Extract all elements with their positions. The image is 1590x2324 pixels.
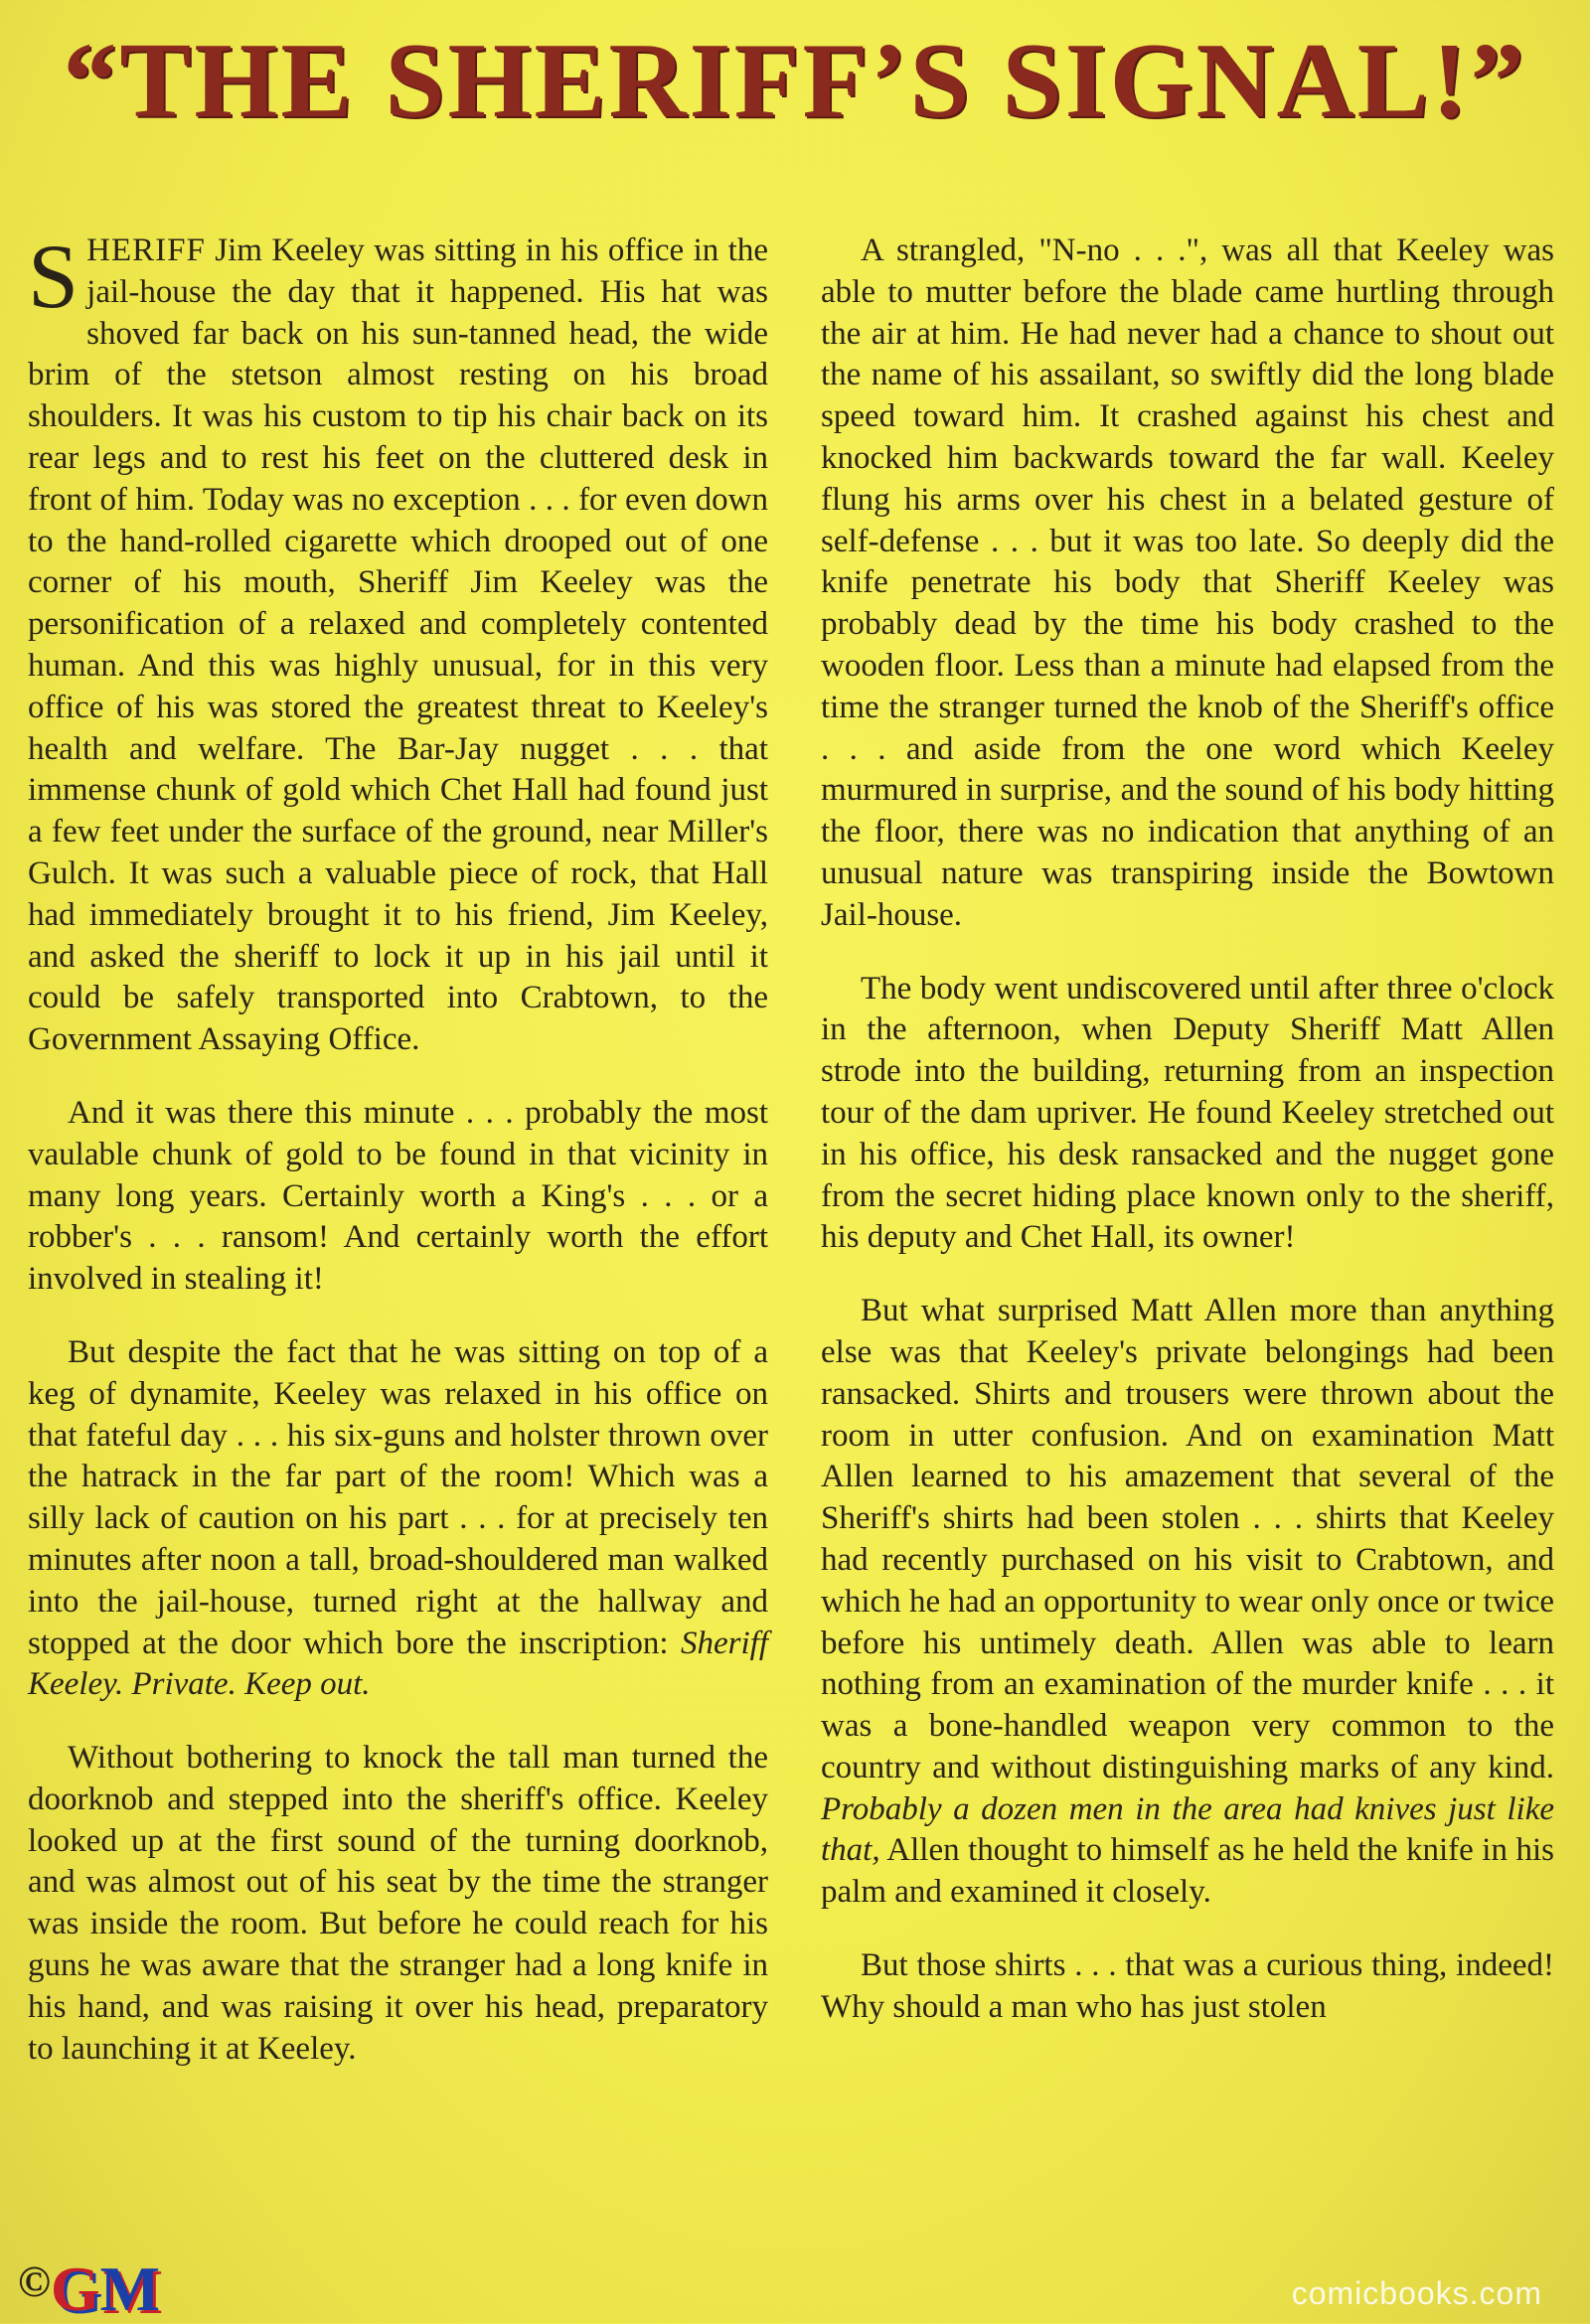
logo-letter-g: G — [50, 2253, 100, 2324]
paragraph-3-text: But despite the fact that he was sitting on top of a keg of dynamite, Keeley was relaxed in his office on that fateful day . . . his six-guns and holster thrown over the hatrack in the far part of the room! Which was a silly lack of caution on his part . . . for at precisely ten minutes after noon a tall, broad-shouldered man walked into the jail-house, turned right at the hallway and stopped at the door which bore the inscription: — [28, 1333, 768, 1661]
paragraph-5: A strangled, "N-no . . .", was all that Keeley was able to mutter before the blade came hurtling through the air at him. He had never had a chance to shout out the name of his assailant, so swiftly did the long blade speed toward him. It crashed against his chest and knocked him backwards toward the far wall. Keeley flung his arms over his chest in a belated gesture of self-defense . . . but it was too late. So deeply did the knife penetrate his body that Sheriff Keeley was probably dead by the time his body crashed to the wooden floor. Less than a minute had elapsed from the time the stranger turned the knob of the Sheriff's office . . . and aside from the one word which Keeley murmured in surprise, and the sound of his body hitting the floor, there was no indication that anything of an unusual nature was transpiring inside the Bowtown Jail-house. — [821, 232, 1554, 933]
allen-thought: Probably a dozen men in the area had knives just like that, — [821, 1790, 1554, 1869]
copyright-symbol: © — [18, 2257, 51, 2306]
paragraph-2: And it was there this minute . . . probably the most vaulable chunk of gold to be found in that vicinity in many long years. Certainly worth a King's . . . or a robber's . . . ransom! And certainly worth the effort involved in stealing it! — [28, 1094, 768, 1298]
story-title: “THE SHERIFF’S SIGNAL!” — [63, 22, 1527, 140]
logo-letter-m: M — [99, 2253, 161, 2324]
paragraph-4: Without bothering to knock the tall man turned the doorknob and stepped into the sheriff's office. Keeley looked up at the first sound of the turning doorknob, and was almost out of his seat by the time the stranger was inside the room. But before he could reach for his guns he was aware that the stranger had a long knife in his hand, and was raising it over his head, preparatory to launching it at Keeley. — [28, 1740, 768, 2067]
paragraph-7-text: But what surprised Matt Allen more than anything else was that Keeley's private belongings had been ransacked. Shirts and trousers were thrown about the room in utter confusion. And on examination Matt Allen learned to his amazement that several of the Sheriff's shirts had been stolen . . . shirts that Keeley had recently purchased on his visit to Crabtown, and which he had an opportunity to wear only once or twice before his untimely death. Allen was able to learn nothing from an examination of the murder knife . . . it was a bone-handled weapon very common to the country and without distinguishing marks of any kind. — [821, 1293, 1554, 1785]
opening-smallcaps: HERIFF — [86, 232, 206, 268]
left-column — [28, 226, 769, 2101]
site-watermark: comicbooks.com — [1291, 2275, 1542, 2311]
door-inscription: Sheriff Keeley. Private. Keep out. — [28, 1625, 769, 1703]
paragraph-3 — [28, 1332, 768, 1706]
paragraph-1-text: Jim Keeley was sitting in his office in the jail-house the day that it happened. His hat was shoved far back on his sun-tanned head, the wide brim of the stetson almost resting on his broad shoulders. It was his custom to tip his chair back on its rear legs and to rest his feet on the cluttered desk in front of him. Today was no exception . . . for even down to the hand-rolled cigarette which drooped out of one corner of his mouth, Sheriff Jim Keeley was the personification of a relaxed and completely contented human. And this was highly unusual, for in this very office of his was stored the greatest threat to Keeley's health and welfare. The Bar-Jay nugget . . . that immense chunk of gold which Chet Hall had found just a few feet under the surface of the ground, near Miller's Gulch. It was such a valuable piece of rock, that Hall had immediately brought it to his friend, Jim Keeley, and asked the sheriff to lock it up in his jail until it could be safely transported into Crabtown, to the Government Assaying Office. — [28, 232, 768, 1058]
paragraph-1 — [28, 226, 768, 1061]
right-column — [821, 231, 1554, 2061]
drop-cap: S — [28, 226, 80, 327]
publisher-logo — [18, 2247, 160, 2324]
paragraph-6: The body went undiscovered until after three o'clock in the afternoon, when Deputy Sheriff Matt Allen strode into the building, returning from an inspection tour of the dam upriver. He found Keeley stretched out in his office, his desk ransacked and the nugget gone from the secret hiding place known only to the sheriff, his deputy and Chet Hall, its owner! — [821, 970, 1554, 1256]
paragraph-7 — [821, 1291, 1554, 1914]
paragraph-8: But those shirts . . . that was a curious thing, indeed! Why should a man who has just stolen — [821, 1947, 1554, 2025]
paragraph-7-end: Allen thought to himself as he held the knife in his palm and examined it closely. — [821, 1832, 1554, 1911]
